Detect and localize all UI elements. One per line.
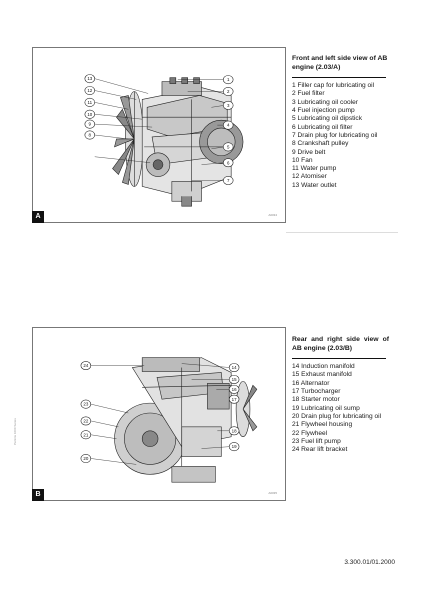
figure-b-callout-label: 20 <box>83 456 89 462</box>
divider <box>286 232 398 233</box>
legend-b-item: 17 Turbocharger <box>292 388 341 396</box>
engine-rear-right-illustration <box>33 328 285 500</box>
figure-b-callout-label: 16 <box>231 386 237 392</box>
figure-a-callout-label: 8 <box>88 132 92 138</box>
legend-b-rule <box>292 358 386 359</box>
legend-b-item: 21 Flywheel housing <box>292 421 353 429</box>
legend-b-item: 15 Exhaust manifold <box>292 371 352 379</box>
legend-a-item: 12 Atomiser <box>292 173 327 181</box>
legend-b-item: 20 Drain plug for lubricating oil <box>292 412 382 420</box>
margin-note: Perkins 1000 Series <box>13 418 17 445</box>
figure-a-callout-label: 12 <box>87 88 93 94</box>
legend-a-item: 9 Drive belt <box>292 148 326 156</box>
figure-a-callout-label: 9 <box>88 121 92 127</box>
engine-front-left-illustration <box>33 48 285 222</box>
figure-a-callout-label: 13 <box>87 76 93 82</box>
legend-b-item: 14 Induction manifold <box>292 363 355 371</box>
legend-a-item: 13 Water outlet <box>292 181 337 189</box>
legend-a-item: 1 Filler cap for lubricating oil <box>292 82 375 90</box>
legend-a-item: 5 Lubricating oil dipstick <box>292 115 363 123</box>
legend-b-item: 24 Rear lift bracket <box>292 446 348 454</box>
legend-b-item: 18 Starter motor <box>292 396 340 404</box>
figure-a-callout-label: 2 <box>226 89 230 95</box>
figure-a-code: A0034 <box>268 213 277 217</box>
figure-a-callout-label: 3 <box>226 102 230 108</box>
legend-a-item: 10 Fan <box>292 156 313 164</box>
legend-a-item: 4 Fuel injection pump <box>292 107 355 115</box>
legend-b-item: 22 Flywheel <box>292 429 328 437</box>
figure-b-callout-label: 18 <box>231 428 237 434</box>
figure-a-panel <box>32 47 286 223</box>
figure-b-callout-label: 23 <box>83 401 89 407</box>
legend-a-item: 2 Fuel filter <box>292 90 325 98</box>
legend-a-rule <box>292 77 386 78</box>
figure-a-badge: A <box>32 211 44 223</box>
figure-b-panel <box>32 327 286 501</box>
legend-a-title: Front and left side view of AB engine (2.03/A) <box>292 55 388 71</box>
legend-b-item: 23 Fuel lift pump <box>292 437 341 445</box>
figure-a-callout-label: 7 <box>226 178 230 184</box>
figure-b-callout-label: 24 <box>83 363 89 369</box>
figure-a-callout-label: 10 <box>87 111 93 117</box>
figure-b-callout-label: 22 <box>83 418 89 424</box>
figure-b-code: A0035 <box>268 491 277 495</box>
legend-b-title: Rear and right side view of AB engine (2.03/B) <box>292 336 389 352</box>
legend-a-item: 11 Water pump <box>292 165 337 173</box>
figure-a-callout-label: 5 <box>226 144 230 150</box>
engine-block-illustration <box>142 78 243 207</box>
legend-a-item: 7 Drain plug for lubricating oil <box>292 131 378 139</box>
legend-rear-right <box>292 336 389 454</box>
figure-a-callout-label: 1 <box>226 77 230 83</box>
page-reference: 3.300.01/01.2000 <box>344 559 395 566</box>
figure-b-callout-label: 21 <box>83 432 89 438</box>
figure-a-callout-label: 6 <box>226 160 230 166</box>
figure-a-callout-label: 4 <box>226 122 230 128</box>
figure-b-callout-label: 14 <box>231 365 237 371</box>
figure-b-callout-label: 15 <box>231 376 237 382</box>
figure-b-badge: B <box>32 489 44 501</box>
legend-b-item: 19 Lubricating oil sump <box>292 404 360 412</box>
legend-a-item: 3 Lubricating oil cooler <box>292 98 358 106</box>
figure-a-callout-label: 11 <box>87 99 93 105</box>
legend-b-item: 16 Alternator <box>292 379 330 387</box>
legend-a-item: 8 Crankshaft pulley <box>292 140 349 148</box>
figure-b-callout-label: 17 <box>231 396 237 402</box>
legend-front-left <box>292 55 389 190</box>
legend-a-item: 6 Lubricating oil filter <box>292 123 353 131</box>
figure-b-callout-label: 19 <box>231 444 237 450</box>
